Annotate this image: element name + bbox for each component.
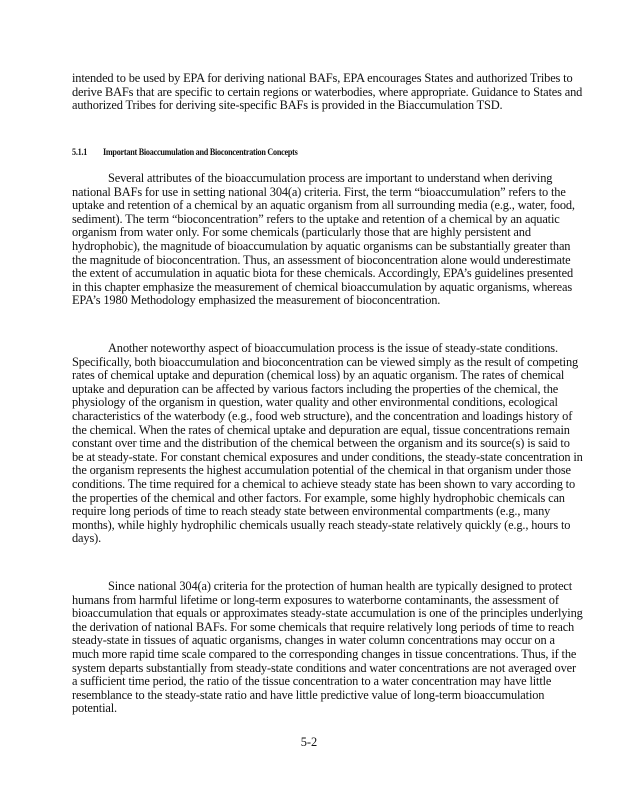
intro-paragraph: intended to be used by EPA for deriving national BAFs, EPA encourages States and authorized Tribes to derive BAFs that are specific to certain regions or waterbodies, where appropriate. Guidance to States and authorized Tribes for deriving site-specific BAFs is provided in the Biaccumulation TSD. — [72, 71, 583, 113]
paragraph-national-criteria: Since national 304(a) criteria for the protection of human health are typically designed to protect humans from harmful lifetime or long-term exposures to waterborne contaminants, the assessment of bioaccumulation that equals or approximates steady-state accumulation is one of the principles underlying the derivation of national BAFs. For some chemicals that require relatively long periods of time to reach steady-state in tissues of aquatic organisms, changes in water column concentrations may occur on a much more rapid time scale compared to the corresponding changes in tissue concentrations. Thus, if the system departs substantially from steady-state conditions and water concentrations are not averaged over a sufficient time period, the ratio of the tissue concentration to a water concentration may have little resemblance to the steady-state ratio and have little predictive value of long-term bioaccumulation potential. — [72, 579, 583, 716]
paragraph-steady-state: Another noteworthy aspect of bioaccumulation process is the issue of steady-state conditions. Specifically, both bioaccumulation and bioconcentration can be viewed simply as the result of competing rates of chemical uptake and depuration (chemical loss) by an aquatic organism. The rates of chemical uptake and depuration can be affected by various factors including the properties of the chemical, the physiology of the organism in question, water quality and other environmental conditions, ecological characteristics of the waterbody (e.g., food web structure), and the concentration and loadings history of the chemical. When the rates of chemical uptake and depuration are equal, tissue concentrations remain constant over time and the distribution of the chemical between the organism and its source(s) is said to be at steady-state. For constant chemical exposures and under conditions, the steady-state concentration in the organism represents the highest accumulation potential of the chemical in that organism under those conditions. The time required for a chemical to achieve steady state has been shown to vary according to the properties of the chemical and other factors. For example, some highly hydrophobic chemicals can require long periods of time to reach steady state between environmental compartments (e.g., many months), while highly hydrophilic chemicals usually reach steady-state relatively quickly (e.g., hours to days). — [72, 341, 583, 546]
section-number: 5.1.1 — [72, 148, 88, 158]
section-heading — [72, 148, 512, 158]
paragraph-bioaccumulation-attributes: Several attributes of the bioaccumulation process are important to understand when deriving national BAFs for use in setting national 304(a) criteria. First, the term “bioaccumulation” refers to the uptake and retention of a chemical by an aquatic organism from all surrounding media (e.g., water, food, sediment). The term “bioconcentration” refers to the uptake and retention of a chemical by an aquatic organism from water only. For some chemicals (particularly those that are highly persistent and hydrophobic), the magnitude of bioaccumulation by aquatic organisms can be substantially greater than the magnitude of bioconcentration. Thus, an assessment of bioconcentration alone would underestimate the extent of accumulation in aquatic biota for these chemicals. Accordingly, EPA’s guidelines presented in this chapter emphasize the measurement of chemical bioaccumulation by aquatic organisms, whereas EPA’s 1980 Methodology emphasized the measurement of bioconcentration. — [72, 171, 575, 308]
page-number: 5-2 — [300, 735, 318, 749]
section-title: Important Bioaccumulation and Bioconcentration Concepts — [102, 148, 298, 158]
